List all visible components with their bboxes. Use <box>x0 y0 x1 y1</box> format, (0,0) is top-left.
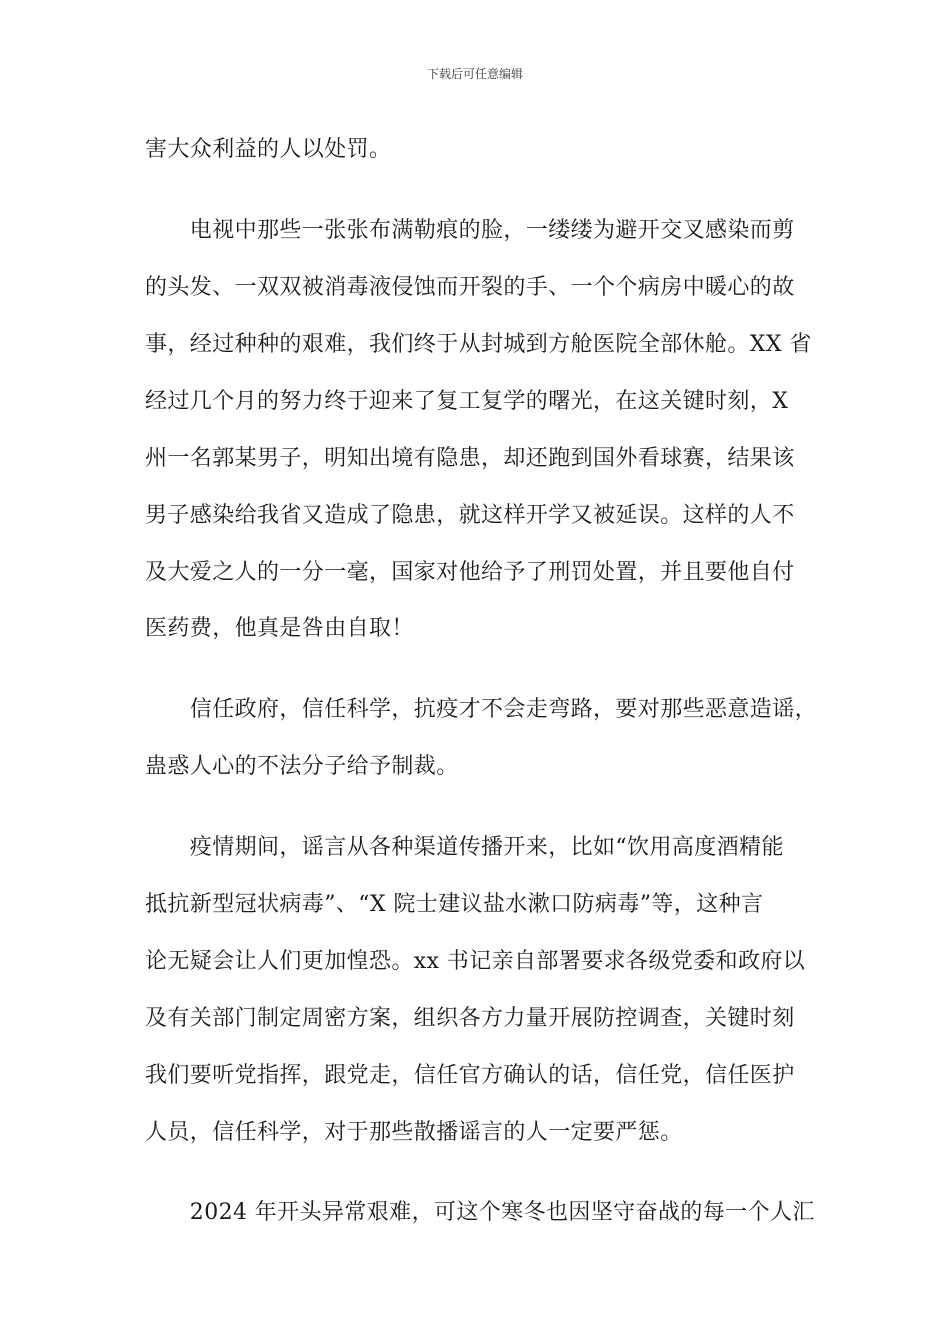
page-header: 下载后可任意编辑 <box>426 67 523 81</box>
text-line: 电视中那些一张张布满勒痕的脸，一缕缕为避开交叉感染而剪 <box>145 217 795 243</box>
paragraph-2 <box>145 217 812 644</box>
text-line: 害大众利益的人以处罚。 <box>145 137 392 162</box>
text-line: 事，经过种种的艰难，我们终于从封城到方舱医院全部休舱。XX 省 <box>145 331 812 357</box>
text-line: 经过几个月的努力终于迎来了复工复学的曙光，在这关键时刻，X <box>145 388 789 414</box>
text-line: 及有关部门制定周密方案，组织各方力量开展防控调查，关键时刻 <box>145 1005 795 1031</box>
paragraph-4 <box>145 834 809 1148</box>
document-body <box>145 136 818 1280</box>
text-line: 我们要听党指挥，跟党走，信任官方确认的话，信任党，信任医护 <box>145 1062 795 1088</box>
text-line: 人员，信任科学，对于那些散播谣言的人一定要严惩。 <box>145 1119 683 1145</box>
text-line: 医药费，他真是咎由自取！ <box>145 616 414 642</box>
text-line: 信任政府，信任科学，抗疫才不会走弯路，要对那些恶意造谣， <box>145 697 818 723</box>
text-line: 的头发、一双双被消毒液侵蚀而开裂的手、一个个病房中暖心的故 <box>145 274 795 300</box>
text-line: 论无疑会让人们更加惶恐。xx 书记亲自部署要求各级党委和政府以 <box>145 948 806 974</box>
text-line: 州一名郭某男子，明知出境有隐患，却还跑到国外看球赛，结果该 <box>145 445 795 471</box>
paragraph-5 <box>145 1199 815 1228</box>
paragraph-1 <box>145 136 809 165</box>
text-line: 蛊惑人心的不法分子给予制裁。 <box>145 754 459 780</box>
paragraph-3 <box>145 696 818 782</box>
text-line: 2024 年开头异常艰难，可这个寒冬也因坚守奋战的每一个人汇 <box>145 1200 815 1226</box>
text-line: 抵抗新型冠状病毒”、“X 院士建议盐水漱口防病毒”等，这种言 <box>145 891 764 917</box>
text-line: 男子感染给我省又造成了隐患，就这样开学又被延误。这样的人不 <box>145 502 795 528</box>
text-line: 疫情期间，谣言从各种渠道传播开来，比如“饮用高度酒精能 <box>145 834 784 860</box>
text-line: 及大爱之人的一分一毫，国家对他给予了刑罚处置，并且要他自付 <box>145 559 795 585</box>
